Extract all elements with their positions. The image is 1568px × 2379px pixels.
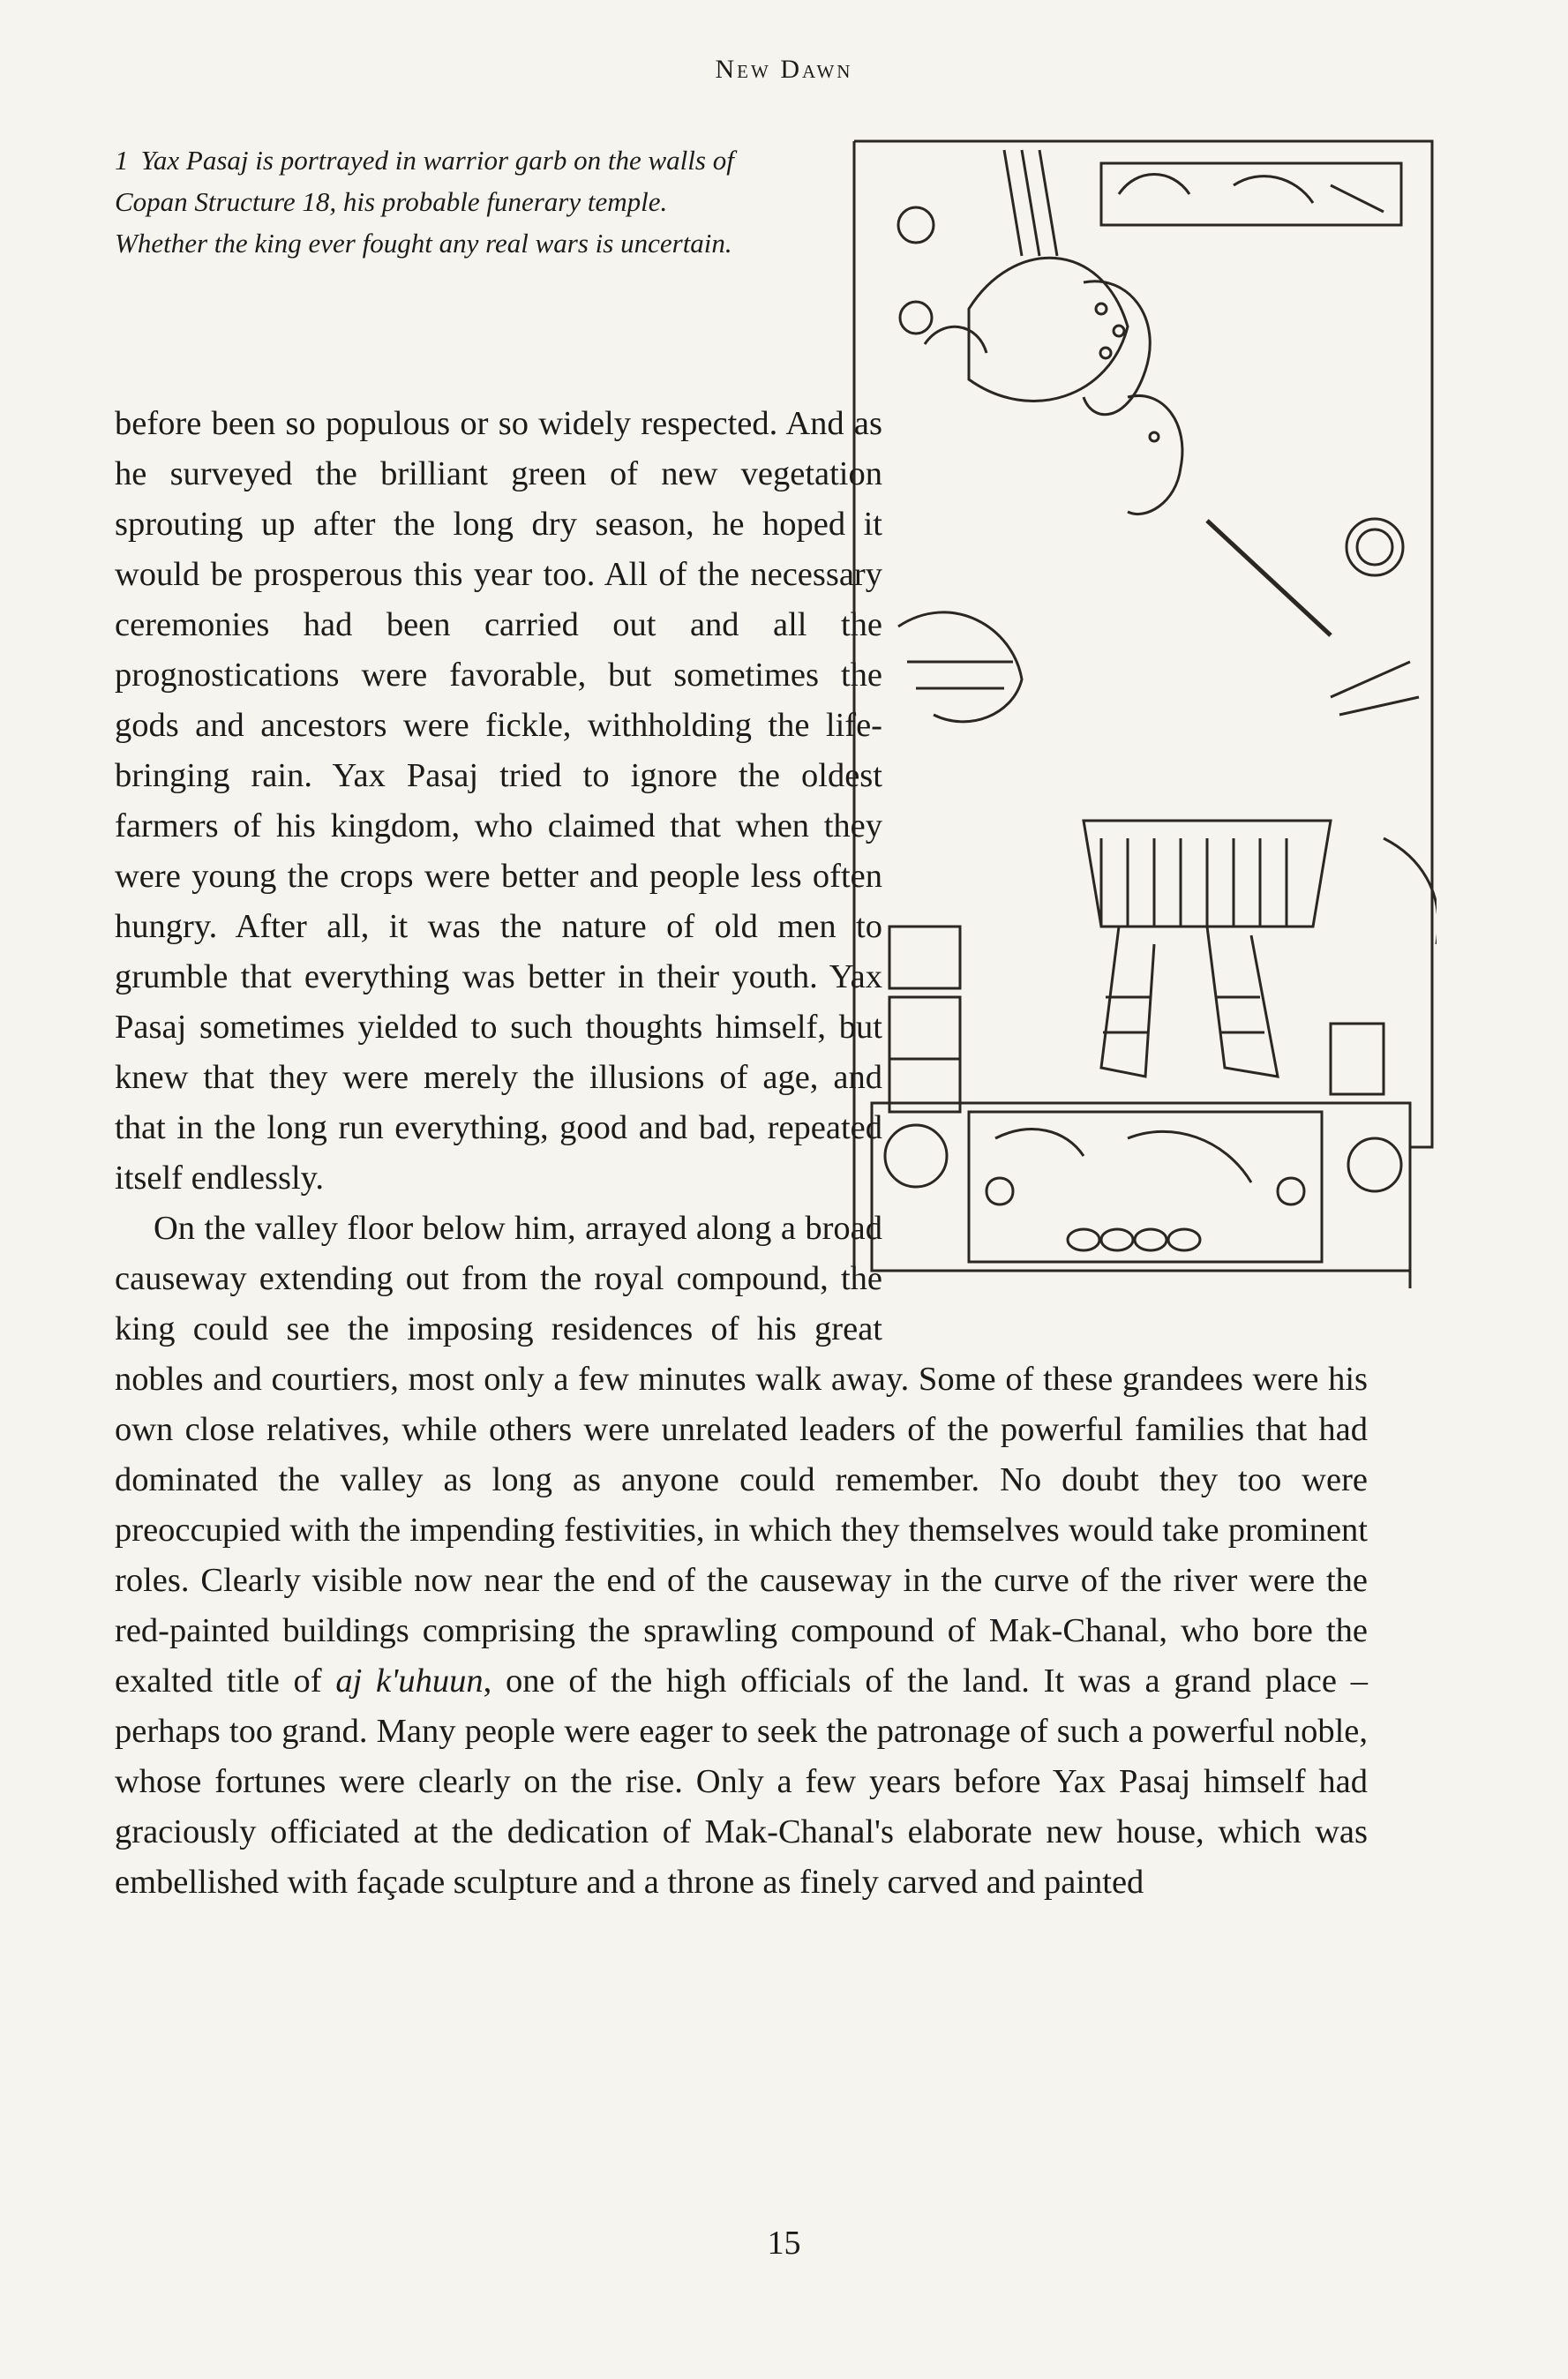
body-text [115, 399, 1368, 1908]
page-number: 15 [767, 2225, 801, 2262]
figure-wrap-space [900, 399, 1368, 1334]
figure-caption-text: Yax Pasaj is portrayed in warrior garb on the walls of Copan Structure 18, his probable funerary temple. Whether the king ever fought any real wars is uncertain. [115, 145, 734, 259]
paragraph-2-text-b: , one of the high officials of the land. It was a grand place – perhaps too grand. Many people were eager to seek the patronage of such a powerful noble, whose fortunes were clearly on the rise. Only a few years before Yax Pasaj himself had graciously officiated at the dedication of Mak-Chanal's elaborate new house, which was embellished with façade sculpture and a throne as finely carved and painted [115, 1662, 1368, 1901]
paragraph-1: before been so populous or so widely respected. And as he surveyed the brilliant green of new vegetation sprouting up after the long dry season, he hoped it would be prosperous this year too. All of the necessary ceremonies had been carried out and all the prognostications were favorable, but sometimes the gods and ancestors were fickle, withholding the life-bringing rain. Yax Pasaj tried to ignore the oldest farmers of his kingdom, who claimed that when they were young the crops were better and people less often hungry. After all, it was the nature of old men to grumble that everything was better in their youth. Yax Pasaj sometimes yielded to such thoughts himself, but knew that they were merely the illusions of age, and that in the long run everything, good and bad, repeated itself endlessly. [115, 405, 882, 1197]
figure-number: 1 [115, 145, 129, 176]
title-term: aj k'uhuun [335, 1662, 484, 1700]
figure-caption [115, 139, 750, 264]
paragraph-2-text-a: On the valley floor below him, arrayed along a broad causeway extending out from the royal compound, the king could see the imposing residences of his great nobles and courtiers, most only a few minutes walk away. Some of these grandees were his own close relatives, while others were unrelated leaders of the powerful families that had dominated the valley as long as anyone could remember. No doubt they too were preoccupied with the impending festivities, in which they themselves would take prominent roles. Clearly visible now near the end of the causeway in the curve of the river were the red-painted buildings comprising the sprawling compound of Mak-Chanal, who bore the exalted title of [115, 1210, 1368, 1700]
running-head: New Dawn [715, 55, 853, 84]
